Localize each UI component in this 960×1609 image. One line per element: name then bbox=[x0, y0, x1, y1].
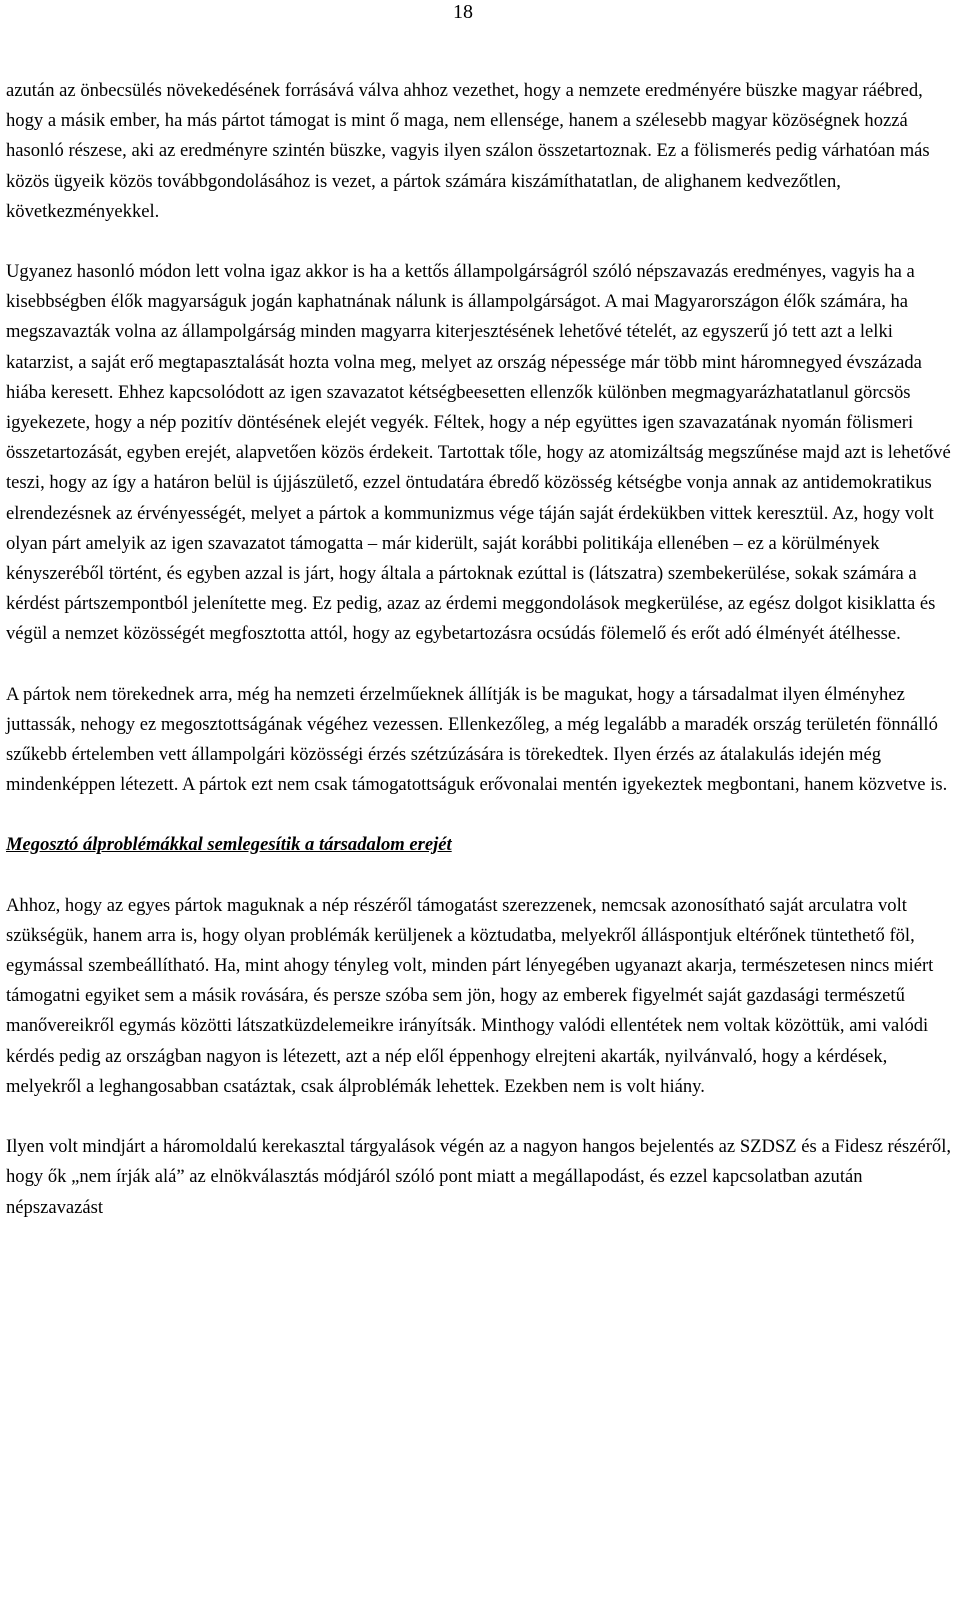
paragraph: Ahhoz, hogy az egyes pártok maguknak a nép részéről támogatást szerezzenek, nemcsak azonosítható saját arculatra volt szükségük, hanem arra is, hogy olyan problémák kerüljenek a köztudatba, melyekről álláspontjuk eltérőnek tüntethető föl, egymással szembeállítható. Ha, mint ahogy tényleg volt, minden párt lényegében ugyanazt akarja, természetesen nincs miért támogatni egyiket sem a másik rovására, és persze szóba sem jön, hogy az emberek figyelmét saját gazdasági természetű manővereikről egymás közötti látszatküzdelemeikre irányítsák. Minthogy valódi ellentétek nem voltak közöttük, ami valódi kérdés pedig az országban nagyon is létezett, azt a nép elől éppenhogy elrejteni akarták, nyilvánvaló, hogy a kérdések, melyekről a leghangosabban csatáztak, csak álproblémák lehettek. Ezekben nem is volt hiány. bbox=[6, 894, 934, 1097]
document-body bbox=[6, 76, 952, 1253]
paragraph: azután az önbecsülés növekedésének forrásává válva ahhoz vezethet, hogy a nemzete eredményére büszke magyar ráébred, hogy a másik ember, ha más pártot támogat is mint ő maga, nem ellensége, hanem a szélesebb magyar közöségnek hozzá hasonló részese, aki az eredményre szintén büszke, vagyis ilyen szálon összetartoznak. Ez a fölismerés pedig várhatóan más közös ügyeik közös továbbgondolásához is vezet, a pártok számára kiszámíthatatlan, de alighanem kedvezőtlen, következményekkel. bbox=[6, 80, 930, 222]
paragraph: Ilyen volt mindjárt a háromoldalú kerekasztal tárgyalások végén az a nagyon hangos bejelentés az SZDSZ és a Fidesz részéről, hogy ők „nem írják alá” az elnökválasztás módjáról szóló pont miatt a megállapodást, és ezzel kapcsolatban azután népszavazást bbox=[6, 1136, 952, 1218]
section-heading: Megosztó álproblémákkal semlegesítik a társadalom erejét bbox=[6, 834, 452, 856]
paragraph: Ugyanez hasonló módon lett volna igaz akkor is ha a kettős állampolgárságról szóló népszavazás eredményes, vagyis ha a kisebbségben élők magyarságuk jogán kaphatnának nálunk is állampolgárságot. A mai Magyarországon élők számára, ha megszavazták volna az állampolgárság minden magyarra kiterjesztésének lehetővé tételét, az egyszerű jó tett azt a lelki katarzist, a saját erő megtapasztalását hozta volna meg, melyet az ország népessége már több mint háromnegyed évszázada hiába keresett. Ehhez kapcsolódott az igen szavazatot kétségbeesetten ellenzők különben megmagyarázhatatlanul görcsös igyekezete, hogy a nép pozitív döntésének elejét vegyék. Féltek, hogy a nép együttes igen szavazatának nyomán fölismeri összetartozását, egyben erejét, alapvetően közös érdekeit. Tartottak tőle, hogy az atomizáltság megszűnése majd azt is lehetővé teszi, hogy az így a határon belül is újjászülető, ezzel öntudatára ébredő közösség kétségbe vonja annak az antidemokratikus elrendezésnek az érvényességét, melyet a pártok a kommunizmus vége táján saját érdekükben vittek keresztül. Az, hogy volt olyan párt amelyik az igen szavazatot támogatta – már kiderült, saját korábbi politikája ellenében – ez a körülmények kényszeréből történt, és egyben azzal is járt, hogy általa a pártoknak ezúttal is (látszatra) szembekerülése, sokak számára a kérdést pártszempontból jelenítette meg. Ez pedig, azaz az érdemi meggondolások megkerülése, az egész dolgot kisiklatta és végül a nemzet közösségét megfosztotta attól, hogy az egybetartozásra ocsúdás fölemelő és erőt adó élményét átélhesse. bbox=[6, 261, 951, 645]
page-number: 18 bbox=[453, 1, 473, 23]
paragraph: A pártok nem törekednek arra, még ha nemzeti érzelműeknek állítják is be magukat, hogy a társadalmat ilyen élményhez juttassák, nehogy ez megosztottságának végéhez vezessen. Ellenkezőleg, a még legalább a maradék ország területén fönnálló szűkebb értelemben vett állampolgári közösségi érzés szétzúzására is törekedtek. Ilyen érzés az átalakulás idején még mindenképpen létezett. A pártok ezt nem csak támogatottságuk erővonalai mentén igyekeztek megbontani, hanem közvetve is. bbox=[6, 683, 948, 796]
